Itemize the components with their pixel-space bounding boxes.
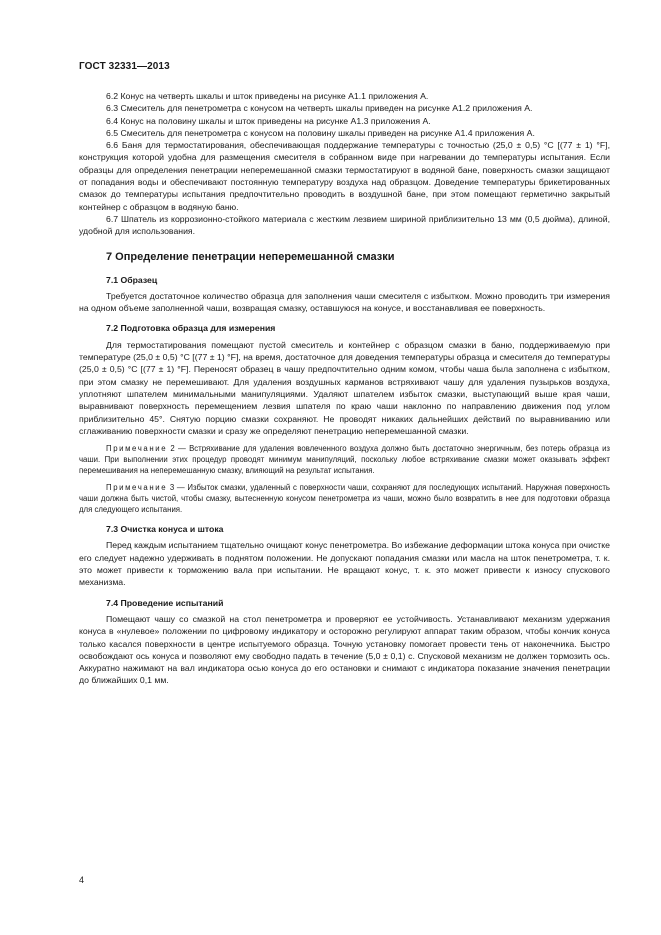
subsection-7-1-heading: 7.1 Образец: [106, 274, 158, 285]
section-7-heading: 7 Определение пенетрации неперемешанной смазки: [106, 250, 395, 263]
subsection-7-2-heading: 7.2 Подготовка образца для измерения: [106, 323, 276, 334]
note-2-label: Примечание: [106, 444, 168, 454]
document-header: ГОСТ 32331—2013: [79, 61, 170, 72]
document-body: [79, 90, 610, 687]
paragraph-6-7: 6.7 Шпатель из коррозионно-стойкого материала с жестким лезвием шириной приблизительно 13 мм (0,5 дюйма), длиной, удобной для использования.: [79, 213, 610, 237]
paragraph-7-2: Для термостатирования помещают пустой смеситель и контейнер с образцом смазки в баню, поддерживаемую при температуре (25,0 ± 0,5) °С [(77 ± 1) °F], на время, достаточное для доведения температуры образца и смесителя до температуры (25,0 ± 0,5) °С [(77 ± 1) °F]. Переносят образец в чашу предпочтительно одним комом, чтобы чаша была заполнена с избытком, при этом смазку не перемешивают. Для удаления воздушных карманов встряхивают чашу для удаления пузырьков воздуха, уплотняют шпателем минимальными манипуляциями. Удаляют шпателем избыток смазки, выступающий выше края чаши, выравнивают поверхность перемещением лезвия шпателя по краю чаши наклонно по направлению движения под углом приблизительно 45°. Снятую порцию смазки сохраняют. Не проводят никаких дальнейших действий по выравниванию или сглаживанию поверхности смазки и сразу же определяют пенетрацию неперемешанной смазки.: [79, 339, 610, 436]
note-2: [79, 443, 610, 476]
paragraph-7-3: Перед каждым испытанием тщательно очищают конус пенетрометра. Во избежание деформации штока конуса при очистке его следует надежно удерживать в поднятом положении. Не допускают попадания смазки или масла на шток пенетрометра, т. к. это может привести к торможению вала при испытании. Не вращают конус, т. к. это может привести к износу спускового механизма.: [79, 540, 610, 588]
paragraph-6-3: 6.3 Смеситель для пенетрометра с конусом на четверть шкалы приведен на рисунке А1.2 приложения А.: [106, 103, 533, 114]
note-3: [79, 482, 610, 515]
paragraph-6-5: 6.5 Смеситель для пенетрометра с конусом на половину шкалы приведен на рисунке А1.4 приложения А.: [106, 127, 535, 138]
page-number: 4: [79, 875, 85, 885]
paragraph-6-2: 6.2 Конус на четверть шкалы и шток приведены на рисунке А1.1 приложения А.: [106, 91, 429, 101]
subsection-7-3-heading: 7.3 Очистка конуса и штока: [106, 524, 224, 535]
note-3-text: 3 — Избыток смазки, удаленный с поверхности чаши, сохраняют для последующих испытаний. Наружная поверхность чаши должна быть чистой, чтобы смазку, вытесненную конусом пенетрометра из чаши, можно было возвратить в нее для подготовки образца для следующего испытания.: [79, 483, 610, 515]
paragraph-6-6: 6.6 Баня для термостатирования, обеспечивающая поддержание температуры с точностью (25,0 ± 0,5) °С [(77 ± 1) °F], конструкция которой удобна для размещения смесителя в собранном виде при нагревании до температуры испытания. Если образцы для определения пенетрации неперемешанной смазки термостатируют в водяной бане, поверхность смазки защищают от попадания воды и обеспечивают постоянную температуру воздуха над образцом. Доведение температуры брикетированных смазок до температуры испытания предпочтительно проводить в воздушной бане, при этом помещают герметично закрытый контейнер с образцом в водяную баню.: [79, 140, 610, 212]
note-3-label: Примечание: [106, 483, 168, 493]
paragraph-7-4: Помещают чашу со смазкой на стол пенетрометра и проверяют ее устойчивость. Устанавливают механизм удержания конуса в «нулевое» положении по цифровому индикатору и осторожно регулируют аппарат таким образом, чтобы кончик конуса только касался поверхности в центре испытуемого образца. Точную установку помогает провести тень от наконечника. Быстро освобождают ось конуса и позволяют ему свободно падать в течение (5,0 ± 0,1) с. Спусковой механизм не должен тормозить ось. Аккуратно нажимают на вал индикатора осью конуса до его остановки и снимают с индикатора показание значения пенетрации до ближайших 0,1 мм.: [79, 613, 610, 686]
subsection-7-4-heading: 7.4 Проведение испытаний: [106, 597, 224, 608]
note-2-text: 2 — Встряхивание для удаления вовлеченного воздуха должно быть достаточно энергичным, без потерь образца из чаши. При выполнении этих процедур проводят минимум манипуляций, поскольку любое встряхивание смазки может оказывать эффект перемешивания на неперемешанную смазку, влияющий на результат испытания.: [79, 444, 610, 476]
paragraph-6-4: 6.4 Конус на половину шкалы и шток приведены на рисунке А1.3 приложения А.: [106, 115, 431, 126]
paragraph-7-1: Требуется достаточное количество образца для заполнения чаши смесителя с избытком. Можно проводить три измерения на одном объеме заполненной чаши, возвращая смазку, оставшуюся на конусе, и восстанавливая ее поверхность.: [79, 290, 610, 314]
